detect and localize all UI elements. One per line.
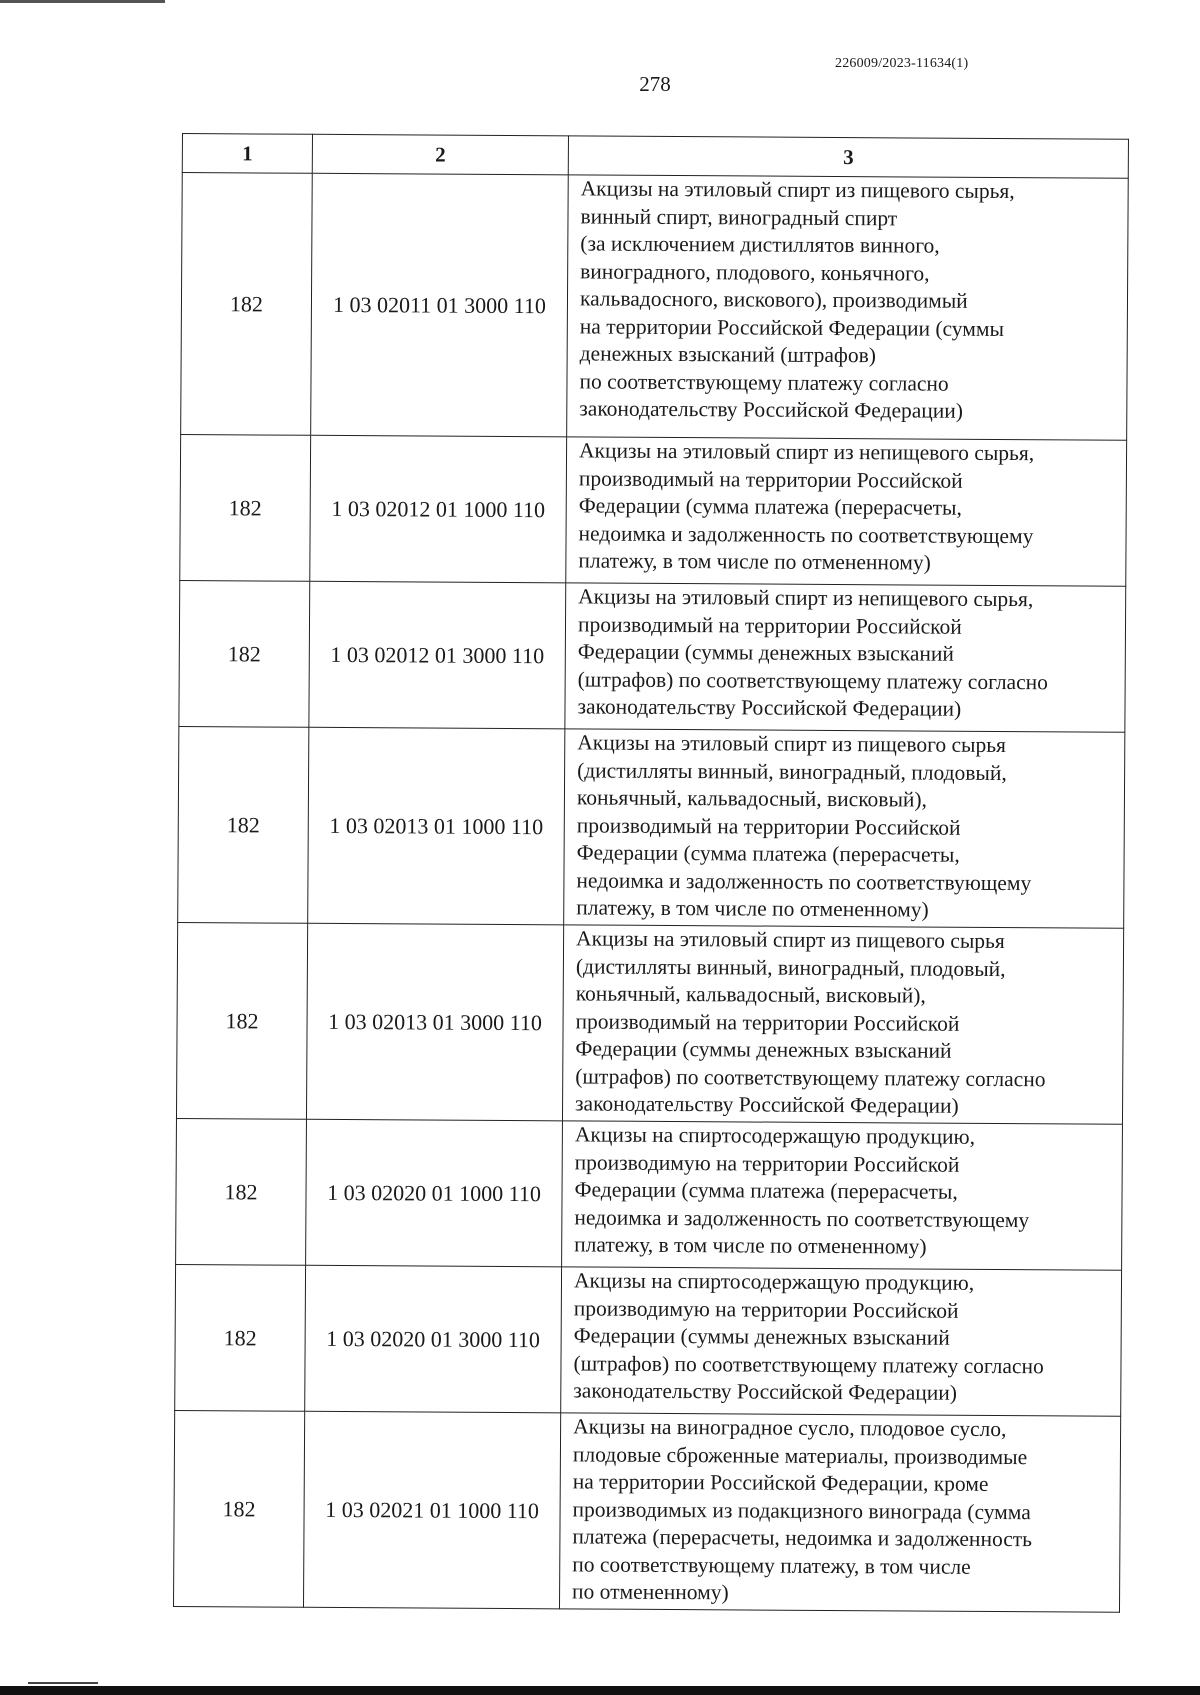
admin-code-cell: 182 — [181, 173, 313, 436]
budget-codes-table — [173, 133, 1129, 1613]
table-row — [181, 173, 1129, 441]
table-row — [176, 922, 1123, 1124]
table-row — [173, 1410, 1120, 1612]
table-row — [175, 1264, 1122, 1416]
admin-code-cell: 182 — [173, 1410, 304, 1607]
table-row — [180, 434, 1127, 586]
scan-edge-line — [0, 0, 165, 3]
admin-code-cell: 182 — [180, 434, 311, 581]
description-cell: Акцизы на виноградное сусло, плодовое сусло, плодовые сброженные материалы, производимые на территории Российской Федерации, кроме производимых из подакцизного винограда (сумма платежа (перерасчеты, недоимка и задолженность по соответствующему платежу, в том числе по отмененному) — [559, 1413, 1120, 1612]
admin-code-cell: 182 — [179, 580, 310, 727]
page-number: 278 — [639, 72, 671, 96]
description-cell: Акцизы на этиловый спирт из пищевого сырья (дистилляты винный, виноградный, плодовый, коньячный, кальвадосный, висковый), производимый на территории Российской Федерации (сумма платежа (перерасчеты, недоимка и задолженность по соответствующему платежу, в том числе по отмененному) — [564, 729, 1125, 928]
budget-code-cell: 1 03 02013 01 3000 110 — [306, 923, 563, 1121]
admin-code-cell: 182 — [175, 1264, 306, 1411]
table-header-row — [182, 134, 1128, 179]
description-cell: Акцизы на этиловый спирт из непищевого сырья, производимый на территории Российской Федерации (суммы денежных взысканий (штрафов) по соответствующему платежу согласно законодательству Российской Федерации) — [565, 583, 1126, 732]
budget-code-cell: 1 03 02020 01 3000 110 — [305, 1265, 562, 1413]
document-id: 226009/2023-11634(1) — [835, 56, 969, 71]
admin-code-cell: 182 — [176, 922, 307, 1119]
budget-code-cell: 1 03 02013 01 1000 110 — [308, 727, 565, 925]
budget-code-cell: 1 03 02020 01 1000 110 — [306, 1119, 563, 1267]
budget-code-cell: 1 03 02011 01 3000 110 — [311, 173, 569, 437]
table-row — [176, 1118, 1123, 1270]
budget-code-cell: 1 03 02012 01 3000 110 — [309, 581, 566, 729]
description-cell: Акцизы на этиловый спирт из пищевого сырья (дистилляты винный, виноградный, плодовый, коньячный, кальвадосный, висковый), производимый на территории Российской Федерации (суммы денежных взысканий (штрафов) по соответствующему платежу согласно законодательству Российской Федерации) — [562, 925, 1123, 1124]
budget-code-cell: 1 03 02021 01 1000 110 — [303, 1411, 560, 1609]
column-header-1: 1 — [182, 134, 312, 174]
table-container — [173, 133, 1128, 1613]
column-header-3: 3 — [568, 136, 1128, 178]
description-cell: Акцизы на этиловый спирт из непищевого сырья, производимый на территории Российской Федерации (сумма платежа (перерасчеты, недоимка и задолженность по соответствующему платежу, в том числе по отмененному) — [566, 437, 1127, 586]
table-row — [179, 580, 1126, 732]
table-row — [178, 726, 1125, 928]
description-cell: Акцизы на спиртосодержащую продукцию, производимую на территории Российской Федерации (сумма платежа (перерасчеты, недоимка и задолженность по соответствующему платежу, в том числе по отмененному) — [562, 1121, 1123, 1270]
scan-bottom-border — [0, 1686, 1200, 1695]
scan-edge-mark — [28, 1682, 98, 1684]
column-header-2: 2 — [312, 134, 568, 175]
admin-code-cell: 182 — [176, 1118, 307, 1265]
description-cell: Акцизы на этиловый спирт из пищевого сырья, винный спирт, виноградный спирт (за исключением дистиллятов винного, виноградного, плодового, коньячного, кальвадосного, вискового), производимый на территории Российской Федерации (суммы денежных взысканий (штрафов) по соответствующему платежу согласно законодательству Российской Федерации) — [567, 175, 1129, 440]
admin-code-cell: 182 — [178, 726, 309, 923]
budget-code-cell: 1 03 02012 01 1000 110 — [310, 435, 567, 583]
description-cell: Акцизы на спиртосодержащую продукцию, производимую на территории Российской Федерации (суммы денежных взысканий (штрафов) по соответствующему платежу согласно законодательству Российской Федерации) — [561, 1267, 1122, 1416]
